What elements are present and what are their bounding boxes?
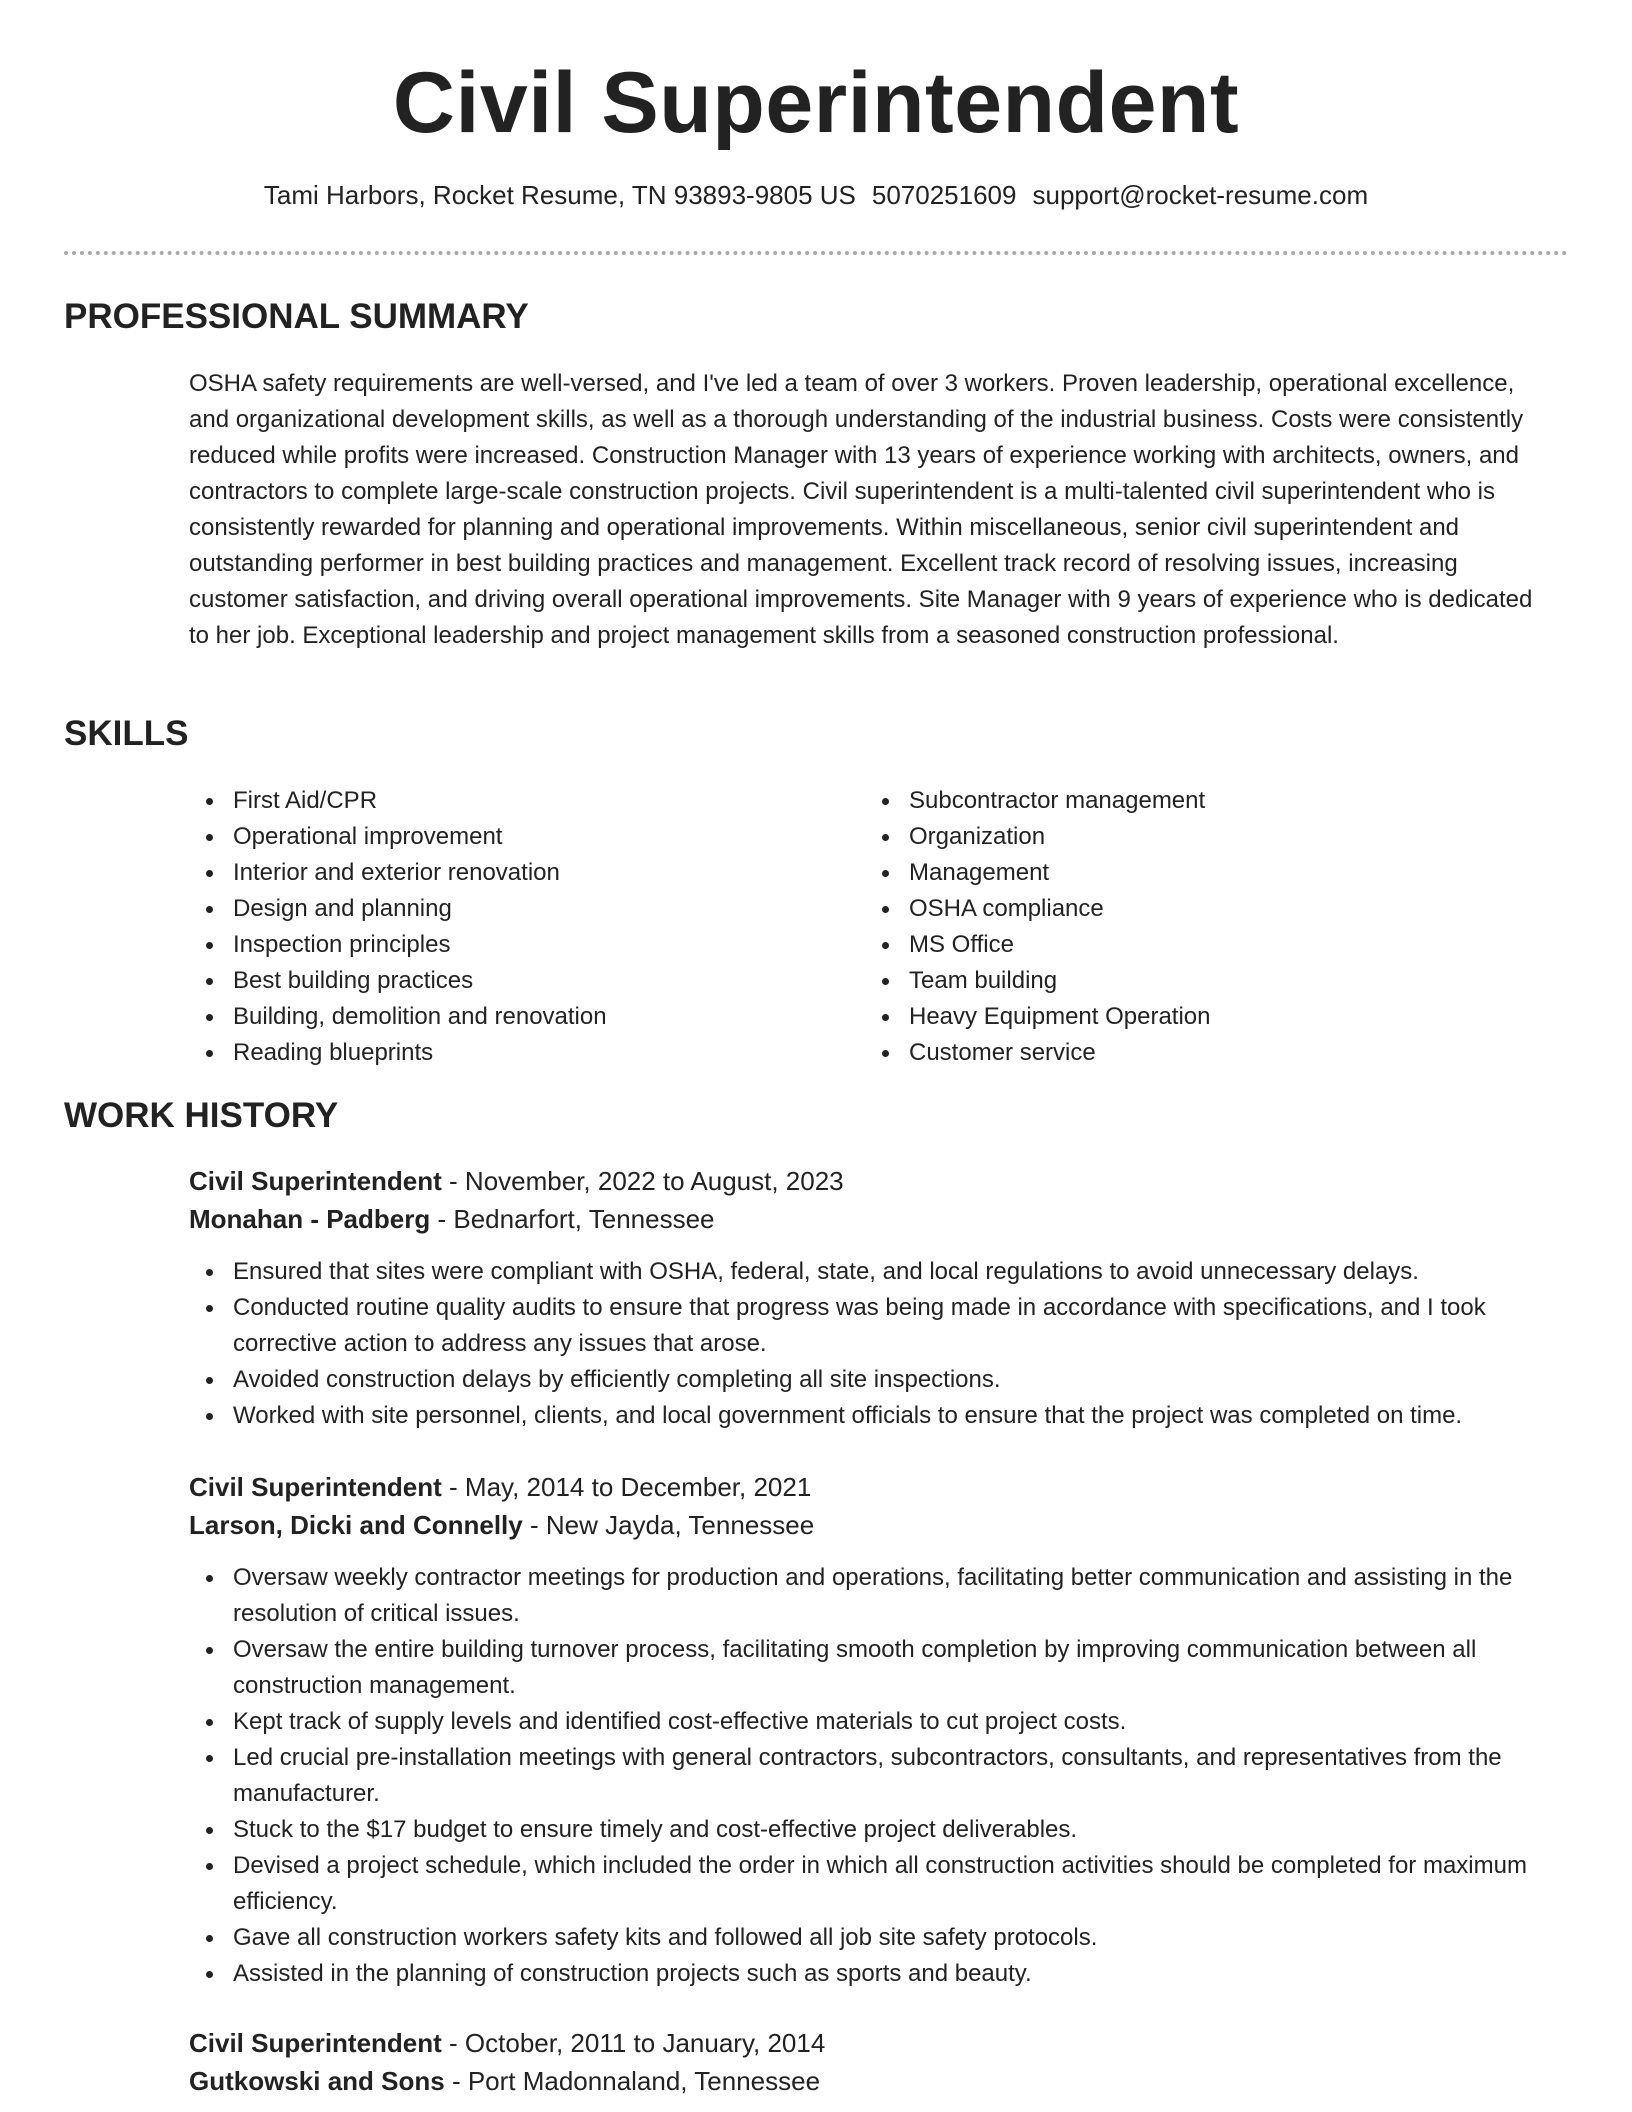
skill-item: Subcontractor management bbox=[865, 783, 1525, 819]
skill-item: Operational improvement bbox=[189, 819, 849, 855]
skill-item: Organization bbox=[865, 819, 1525, 855]
job-location: - Port Madonnaland, Tennessee bbox=[444, 2066, 821, 2096]
skill-item: Team building bbox=[865, 963, 1525, 999]
job-bullet: Assisted in the planning of construction projects such as sports and beauty. bbox=[189, 1956, 1569, 1992]
skill-item: Design and planning bbox=[189, 891, 849, 927]
job-title: Civil Superintendent bbox=[189, 1166, 442, 1196]
job-bullet: Ensured that sites were compliant with OSHA, federal, state, and local regulations to avoid unnecessary delays. bbox=[189, 1254, 1569, 1290]
job-title: Civil Superintendent bbox=[189, 2028, 442, 2058]
job-bullet: Gave all construction workers safety kits and followed all job site safety protocols. bbox=[189, 1920, 1569, 1956]
header-divider bbox=[64, 251, 1568, 255]
contact-phone: 5070251609 bbox=[871, 180, 1017, 210]
skills-list-right bbox=[865, 783, 1525, 1071]
job-location: - Bednarfort, Tennessee bbox=[430, 1204, 715, 1234]
job-company-line bbox=[189, 1506, 814, 1544]
job-title-line bbox=[189, 1162, 844, 1200]
skill-item: Heavy Equipment Operation bbox=[865, 999, 1525, 1035]
job-dates: - October, 2011 to January, 2014 bbox=[441, 2028, 826, 2058]
skill-item: MS Office bbox=[865, 927, 1525, 963]
section-heading-skills: SKILLS bbox=[64, 714, 189, 753]
job-bullets bbox=[189, 1254, 1569, 1434]
skills-list-left bbox=[189, 783, 849, 1071]
job-company: Larson, Dicki and Connelly bbox=[189, 1510, 523, 1540]
job-company-line bbox=[189, 2062, 820, 2100]
job-title-line bbox=[189, 1468, 811, 1506]
section-heading-work-history: WORK HISTORY bbox=[64, 1096, 339, 1135]
resume-name: Civil Superintendent bbox=[392, 55, 1240, 151]
job-bullet: Avoided construction delays by efficiently completing all site inspections. bbox=[189, 1362, 1569, 1398]
job-company: Monahan - Padberg bbox=[189, 1204, 431, 1234]
job-location: - New Jayda, Tennessee bbox=[522, 1510, 815, 1540]
contact-line bbox=[0, 180, 1632, 211]
professional-summary-text: OSHA safety requirements are well-versed, and I've led a team of over 3 workers. Proven leadership, operational excellence, and organizational development skills, as well as a thorough understanding of the industrial business. Costs were consistently reduced while profits were increased. Construction Manager with 13 years of experience working with architects, owners, and contractors to complete large-scale construction projects. Civil superintendent is a multi-talented civil superintendent who is consistently rewarded for planning and operational improvements. Within miscellaneous, senior civil superintendent and outstanding performer in best building practices and management. Excellent track record of resolving issues, increasing customer satisfaction, and driving overall operational improvements. Site Manager with 9 years of experience who is dedicated to her job. Exceptional leadership and project management skills from a seasoned construction professional. bbox=[189, 370, 1533, 649]
job-dates: - May, 2014 to December, 2021 bbox=[441, 1472, 812, 1502]
job-title-line bbox=[189, 2024, 825, 2062]
job-dates: - November, 2022 to August, 2023 bbox=[441, 1166, 844, 1196]
skill-item: Management bbox=[865, 855, 1525, 891]
skill-item: First Aid/CPR bbox=[189, 783, 849, 819]
skill-item: Inspection principles bbox=[189, 927, 849, 963]
skill-item: Building, demolition and renovation bbox=[189, 999, 849, 1035]
job-bullets bbox=[189, 1560, 1569, 1992]
job-bullet: Stuck to the $17 budget to ensure timely and cost-effective project deliverables. bbox=[189, 1812, 1569, 1848]
contact-email: support@rocket-resume.com bbox=[1032, 180, 1369, 210]
skill-item: Interior and exterior renovation bbox=[189, 855, 849, 891]
job-bullet: Oversaw weekly contractor meetings for production and operations, facilitating better communication and assisting in the resolution of critical issues. bbox=[189, 1560, 1569, 1632]
job-bullet: Kept track of supply levels and identified cost-effective materials to cut project costs. bbox=[189, 1704, 1569, 1740]
skill-item: Best building practices bbox=[189, 963, 849, 999]
job-bullet: Oversaw the entire building turnover process, facilitating smooth completion by improving communication between all construction management. bbox=[189, 1632, 1569, 1704]
job-bullet: Conducted routine quality audits to ensure that progress was being made in accordance with specifications, and I took corrective action to address any issues that arose. bbox=[189, 1290, 1569, 1362]
job-title: Civil Superintendent bbox=[189, 1472, 442, 1502]
job-bullet: Devised a project schedule, which included the order in which all construction activities should be completed for maximum efficiency. bbox=[189, 1848, 1569, 1920]
skill-item: Customer service bbox=[865, 1035, 1525, 1071]
job-bullet: Worked with site personnel, clients, and local government officials to ensure that the project was completed on time. bbox=[189, 1398, 1569, 1434]
contact-address: Tami Harbors, Rocket Resume, TN 93893-9805 US bbox=[263, 180, 856, 210]
job-company-line bbox=[189, 1200, 715, 1238]
job-bullet: Led crucial pre-installation meetings with general contractors, subcontractors, consultants, and representatives from the manufacturer. bbox=[189, 1740, 1569, 1812]
job-company: Gutkowski and Sons bbox=[189, 2066, 445, 2096]
skill-item: Reading blueprints bbox=[189, 1035, 849, 1071]
section-heading-summary: PROFESSIONAL SUMMARY bbox=[64, 297, 529, 336]
skill-item: OSHA compliance bbox=[865, 891, 1525, 927]
